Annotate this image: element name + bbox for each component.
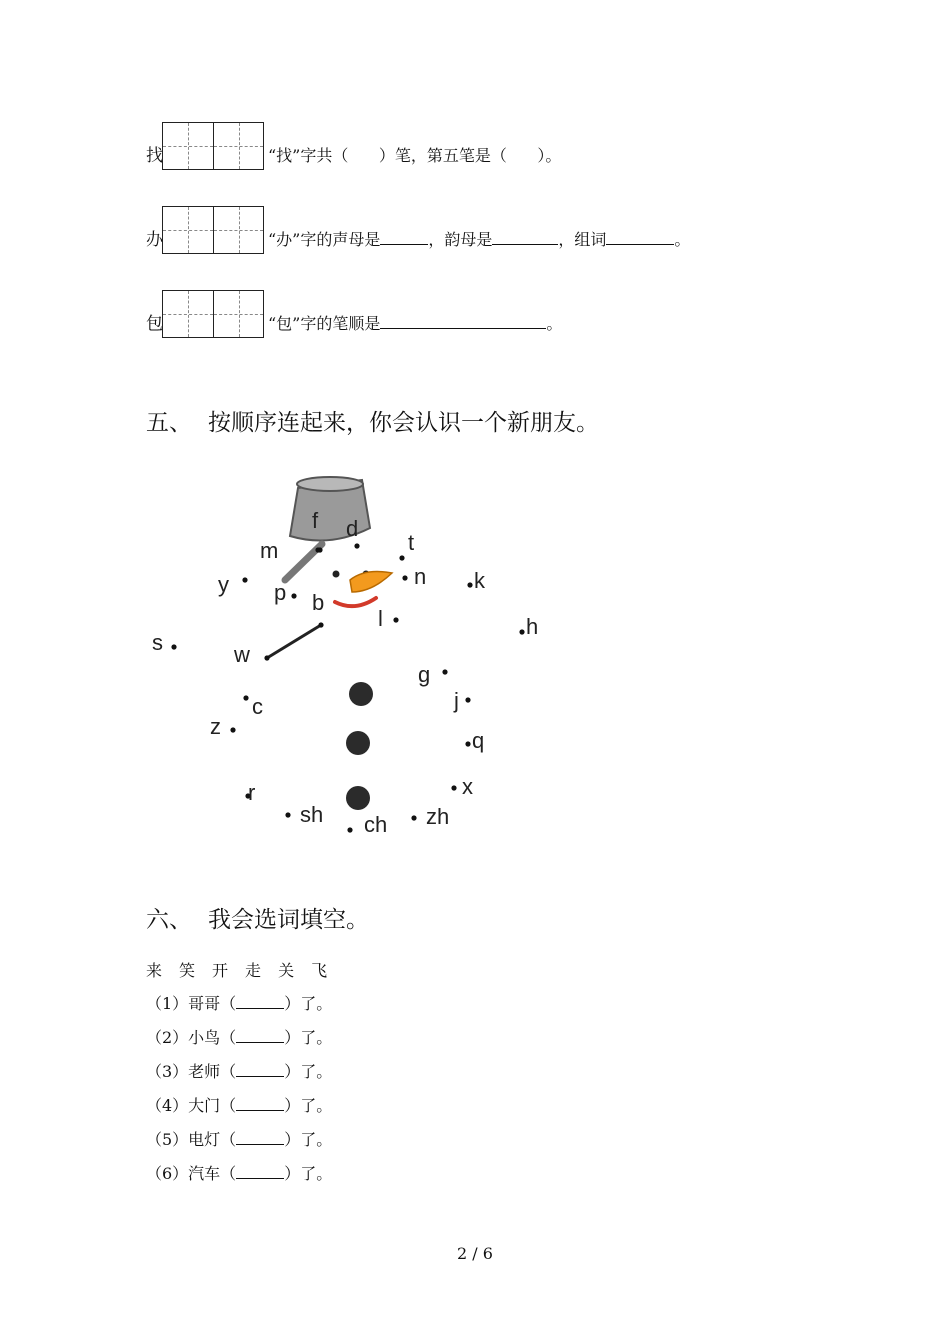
section-number: 六、 [146,907,192,933]
char-label: 包 [146,314,163,334]
section-5-heading [146,408,599,438]
dot-z[interactable] [230,727,235,732]
word-choice: 走 [245,961,262,980]
letter-y: y [218,572,229,597]
dot-sh[interactable] [285,812,290,817]
word-choice: 关 [278,961,295,980]
letter-g: g [418,662,431,687]
letter-q: q [472,728,485,753]
word-choice: 开 [212,961,229,980]
letter-p: p [274,580,287,605]
letter-j: j [454,688,459,713]
snowman-dot-puzzle[interactable] [140,470,570,850]
writing-grid[interactable] [162,206,264,254]
letter-n: n [414,564,427,589]
section-title: 按顺序连起来，你会认识一个新朋友。 [208,410,599,436]
dot-d[interactable] [354,543,359,548]
button-icon [346,731,370,755]
fill-item-1: （1）哥哥（ ）了。 [146,994,333,1013]
letter-x: x [462,774,473,799]
letter-m: m [260,538,279,563]
dot-m[interactable] [317,547,322,552]
letter-sh: sh [300,802,324,827]
letter-t: t [408,530,415,555]
dot-s[interactable] [171,644,176,649]
letter-w: w [234,642,250,667]
button-icon [349,682,373,706]
arm-line [267,625,321,658]
button-icon [346,786,370,810]
char-label: 找 [146,146,163,166]
dot-x[interactable] [451,785,456,790]
letter-c: c [252,694,263,719]
letter-ch: ch [364,812,388,837]
dot-n[interactable] [402,575,407,580]
letter-r: r [248,780,256,805]
mouth-icon [335,598,376,606]
char-row-zhao [146,120,561,170]
letter-s: s [152,630,163,655]
word-choice: 飞 [311,961,328,980]
answer-blank[interactable] [236,995,284,1009]
dot-w[interactable] [264,655,269,660]
letter-k: k [474,568,485,593]
question-text: “包”字的笔顺是 。 [268,314,563,333]
fill-item-5: （5）电灯（ ）了。 [146,1130,333,1149]
section-6-heading [146,905,369,935]
dot-k[interactable] [467,582,472,587]
dot-c[interactable] [243,695,248,700]
answer-blank[interactable] [236,1131,284,1145]
char-row-bao [146,288,562,338]
writing-grid[interactable] [162,290,264,338]
answer-blank[interactable] [236,1063,284,1077]
dot-j[interactable] [465,697,470,702]
dot-ch[interactable] [347,827,352,832]
dot-q[interactable] [465,741,470,746]
answer-blank[interactable] [606,230,674,245]
answer-blank[interactable] [380,314,546,329]
answer-blank[interactable] [236,1029,284,1043]
question-text: “办”字的声母是 ，韵母是 ，组词 。 [268,230,691,249]
letter-b: b [312,590,325,615]
letter-dots [152,508,538,837]
nose-icon [350,572,392,592]
char-row-ban [146,204,690,254]
letter-d: d [346,516,359,541]
answer-blank[interactable] [380,230,428,245]
word-choice: 来 [146,961,163,980]
answer-blank[interactable] [236,1165,284,1179]
answer-blank[interactable] [236,1097,284,1111]
word-choices [146,958,344,981]
dot-t[interactable] [399,555,404,560]
word-choice: 笑 [179,961,196,980]
letter-h: h [526,614,539,639]
dot-h[interactable] [519,629,524,634]
fill-item-6: （6）汽车（ ）了。 [146,1164,333,1183]
dot-g[interactable] [442,669,447,674]
dot-zh[interactable] [411,815,416,820]
letter-z: z [210,714,221,739]
writing-grid[interactable] [162,122,264,170]
eye-icon [333,571,340,578]
fill-item-4: （4）大门（ ）了。 [146,1096,333,1115]
dot-p[interactable] [291,593,296,598]
letter-f: f [312,508,319,533]
letter-zh: zh [426,804,450,829]
section-number: 五、 [146,410,192,436]
question-text: “找”字共（ ）笔，第五笔是（ ）。 [268,146,562,165]
fill-item-2: （2）小鸟（ ）了。 [146,1028,333,1047]
answer-blank[interactable] [492,230,558,245]
dot-y[interactable] [242,577,247,582]
char-label: 办 [146,230,163,250]
dot-b[interactable] [318,622,323,627]
fill-item-3: （3）老师（ ）了。 [146,1062,333,1081]
letter-l: l [378,606,383,631]
dot-l[interactable] [393,617,398,622]
page-number: 2 / 6 [457,1244,493,1263]
section-title: 我会选词填空。 [208,907,369,933]
